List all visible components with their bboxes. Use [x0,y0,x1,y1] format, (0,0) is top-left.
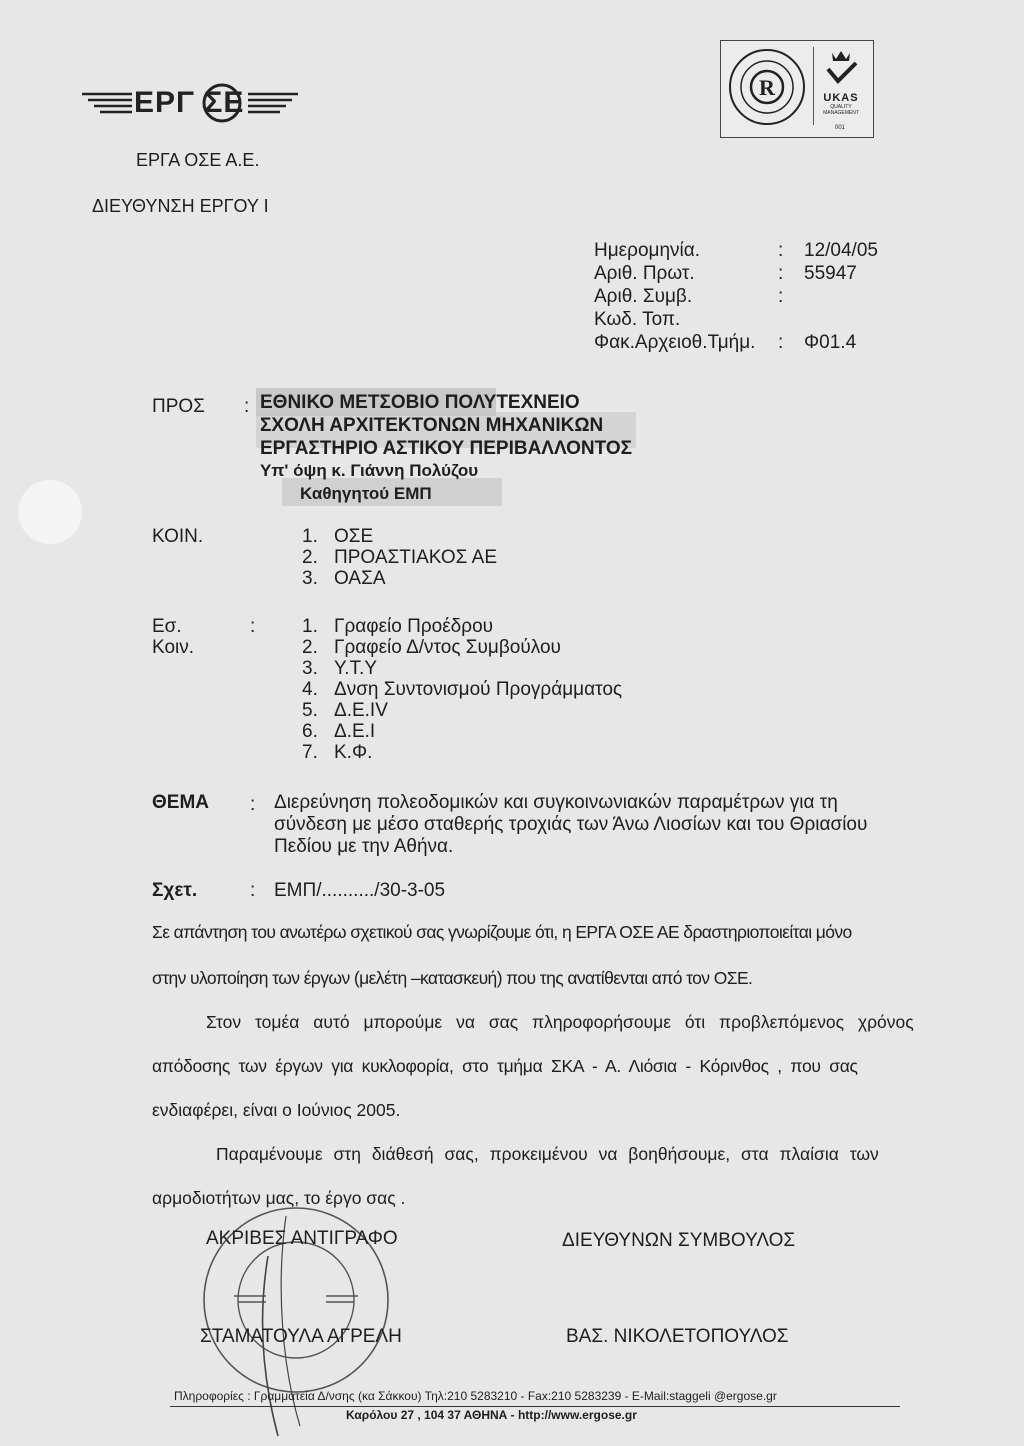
lloyds-register-icon [727,47,807,127]
left-signature-name: ΣΤΑΜΑΤΟΥΛΑ ΑΓΡΕΛΗ [200,1326,402,1347]
company-logo [80,78,300,134]
logo-text: ΕΡΓ ΣΕ [134,86,245,119]
list-item-number: 7. [302,742,318,763]
footer-info: Πληροφορίες : Γραμματεία Δ/νσης (κα Σάκκου) Τηλ:210 5283210 - Fax:210 5283239 - E-Mail:staggeli @ergose.gr [174,1389,777,1403]
ukas-number: 001 [834,125,845,131]
list-item: ΟΑΣΑ [334,568,386,589]
meta-label: Ημερομηνία. [594,240,701,261]
list-item-number: 1. [302,526,318,547]
internal-cc-label-2: Κοιν. [152,637,195,658]
list-item: ΟΣΕ [334,526,374,547]
certification-badge [720,40,874,138]
company-name: ΕΡΓΑ ΟΣΕ Α.Ε. [136,150,260,170]
recipient-label: ΠΡΟΣ [152,396,205,417]
body-paragraph-3-line-1: Παραμένουμε στη διάθεσή σας, προκειμένου να βοηθήσουμε, στα πλαίσια των [216,1144,879,1164]
subject-colon: : [250,794,256,815]
recipient-line-3: ΕΡΓΑΣΤΗΡΙΟ ΑΣΤΙΚΟΥ ΠΕΡΙΒΑΛΛΟΝΤΟΣ [260,438,633,459]
meta-value: 55947 [804,263,857,284]
meta-value: 12/04/05 [804,240,878,261]
list-item: Γραφείο Προέδρου [334,616,494,637]
crown-check-icon [814,47,868,87]
list-item: ΠΡΟΑΣΤΙΑΚΟΣ ΑΕ [334,547,497,568]
list-item-number: 2. [302,637,318,658]
meta-colon: : [778,263,784,284]
meta-colon: : [778,332,784,353]
subject-label: ΘΕΜΑ [152,792,209,813]
recipient-line-1: ΕΘΝΙΚΟ ΜΕΤΣΟΒΙΟ ΠΟΛΥΤΕΧΝΕΙΟ [260,392,580,413]
punch-hole [18,480,82,544]
body-paragraph-1-line-1: Σε απάντηση του ανωτέρω σχετικού σας γνωρίζουμε ότι, η ΕΡΓΑ ΟΣΕ ΑΕ δραστηριοποιείται μόνο [152,922,852,942]
ukas-sublabel: QUALITY MANAGEMENT [823,104,859,116]
list-item-number: 1. [302,616,318,637]
meta-label: Αριθ. Πρωτ. [594,263,695,284]
list-item-number: 2. [302,547,318,568]
internal-cc-colon: : [250,616,256,637]
internal-cc-label-1: Εσ. [152,616,182,637]
subject-line-1: Διερεύνηση πολεοδομικών και συγκοινωνιακών παραμέτρων για τη [274,792,838,813]
footer-address: Καρόλου 27 , 104 37 ΑΘΗΝΑ - http://www.ergose.gr [346,1408,637,1422]
recipient-line-4: Υπ' όψη κ. Γιάννη Πολύζου [260,461,479,480]
body-paragraph-2-line-2: απόδοσης των έργων για κυκλοφορία, στο τμήμα ΣΚΑ - Α. Λιόσια - Κόρινθος , που σας [152,1056,858,1076]
list-item-number: 6. [302,721,318,742]
list-item: Υ.Τ.Υ [334,658,377,679]
list-item-number: 5. [302,700,318,721]
cc-label: ΚΟΙΝ. [152,526,204,547]
ukas-mark [813,47,868,125]
meta-value: Φ01.4 [804,332,857,353]
list-item: Κ.Φ. [334,742,373,763]
reference-label: Σχετ. [152,880,198,901]
body-paragraph-1-line-2: στην υλοποίηση των έργων (μελέτη –κατασκευή) που της ανατίθενται από τον ΟΣΕ. [152,968,753,988]
meta-label: Φακ.Αρχειοθ.Τμήμ. [594,332,756,353]
list-item: Γραφείο Δ/ντος Συμβούλου [334,637,561,658]
list-item: Δνση Συντονισμού Προγράμματος [334,679,623,700]
recipient-colon: : [244,396,250,417]
list-item-number: 3. [302,568,318,589]
recipient-line-5: Καθηγητού ΕΜΠ [300,484,432,503]
body-paragraph-2-line-1: Στον τομέα αυτό μπορούμε να σας πληροφορήσουμε ότι προβλεπόμενος χρόνος [206,1012,914,1032]
recipient-line-2: ΣΧΟΛΗ ΑΡΧΙΤΕΚΤΟΝΩΝ ΜΗΧΑΝΙΚΩΝ [260,415,604,436]
list-item-number: 3. [302,658,318,679]
list-item: Δ.Ε.ΙV [334,700,388,721]
subject-line-3: Πεδίου με την Αθήνα. [274,836,454,857]
meta-label: Αριθ. Συμβ. [594,286,693,307]
meta-label: Κωδ. Τοπ. [594,309,681,330]
list-item: Δ.Ε.Ι [334,721,376,742]
meta-colon: : [778,240,784,261]
footer-rule [170,1406,900,1407]
svg-text:R: R [759,75,775,100]
department-name: ΔΙΕΥΘΥΝΣΗ ΕΡΓΟΥ Ι [92,196,269,216]
subject-line-2: σύνδεση με μέσο σταθερής τροχιάς των Άνω Λιοσίων και του Θριασίου [274,814,868,835]
list-item-number: 4. [302,679,318,700]
reference-value: ΕΜΠ/........../30-3-05 [274,880,446,901]
body-paragraph-3-line-2: αρμοδιοτήτων μας, το έργο σας . [152,1188,406,1208]
left-signature-title: ΑΚΡΙΒΕΣ ΑΝΤΙΓΡΑΦΟ [206,1228,398,1249]
meta-colon: : [778,286,784,307]
ukas-label: UKAS [823,92,859,104]
right-signature-title: ΔΙΕΥΘΥΝΩΝ ΣΥΜΒΟΥΛΟΣ [562,1230,796,1251]
body-paragraph-2-line-3: ενδιαφέρει, είναι ο Ιούνιος 2005. [152,1100,401,1120]
right-signature-name: ΒΑΣ. ΝΙΚΟΛΕΤΟΠΟΥΛΟΣ [566,1326,789,1347]
reference-colon: : [250,880,256,901]
